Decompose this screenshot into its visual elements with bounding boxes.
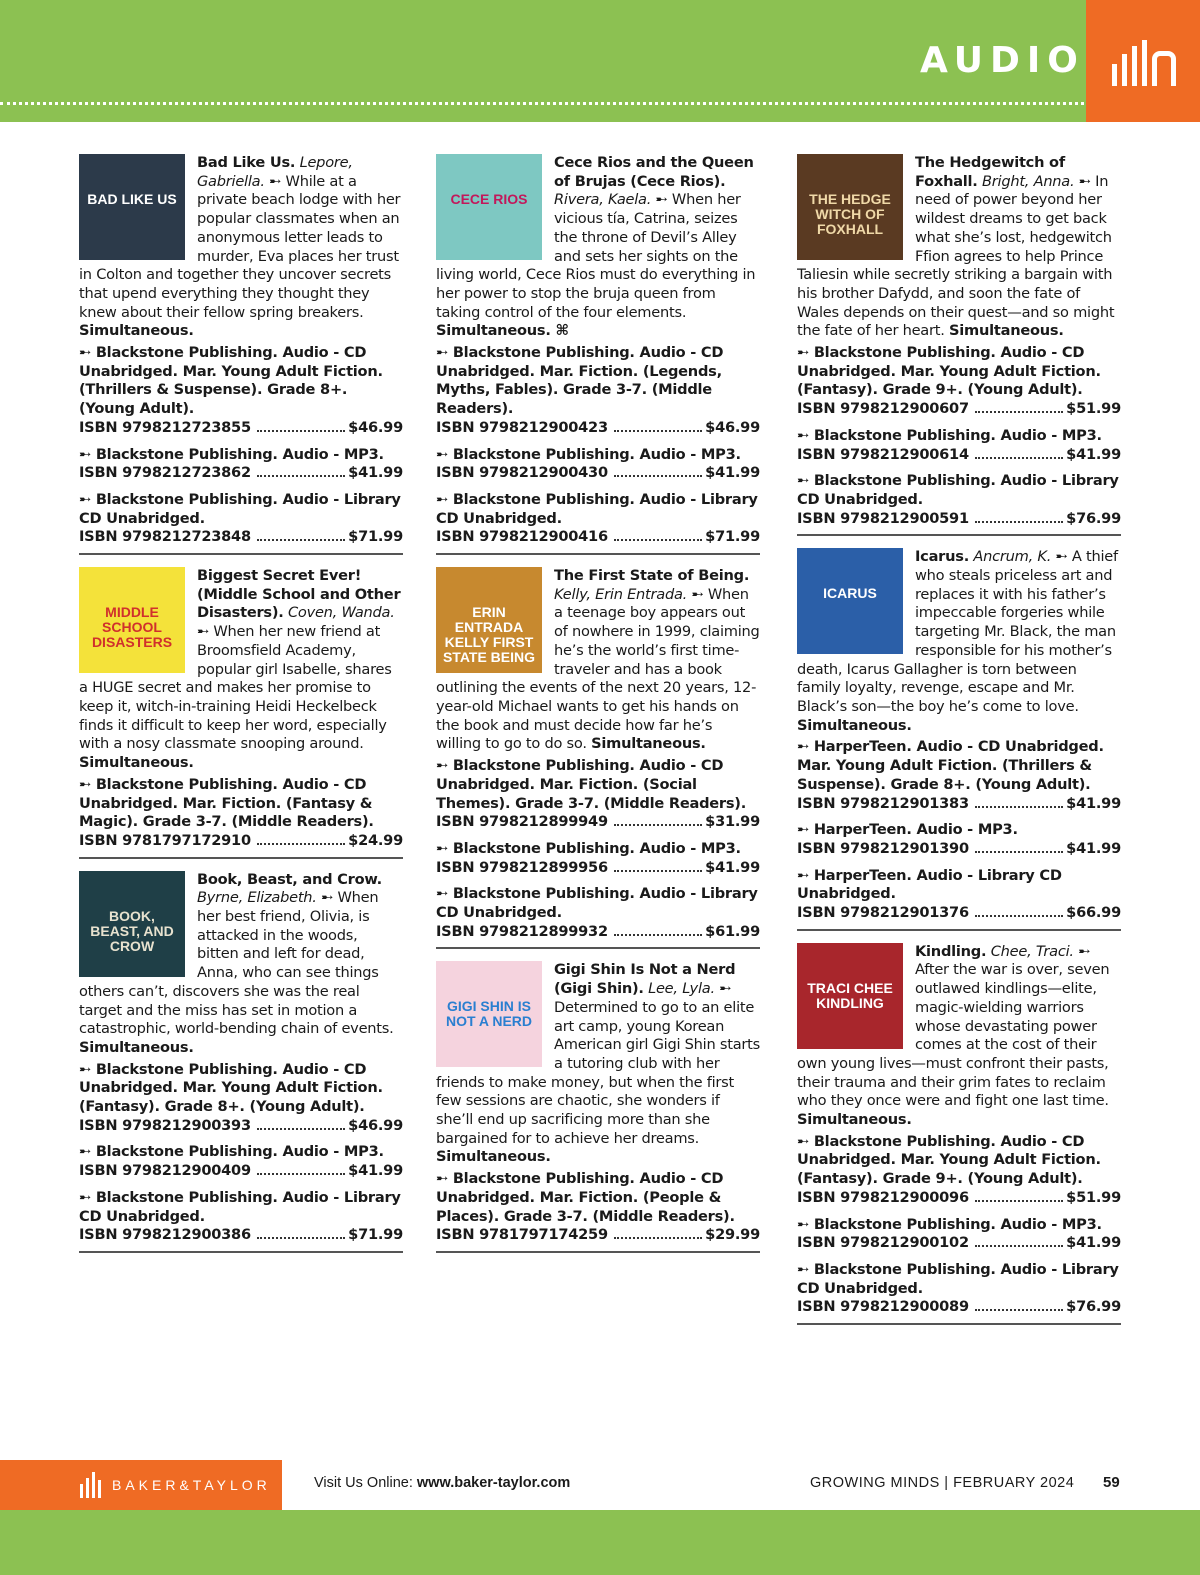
format-line: Blackstone Publishing. Audio - CD Unabridged. Mar. Young Adult Fiction. (Fantasy). Grade 8+. (Young Adult).	[79, 1060, 383, 1116]
dot-leader	[257, 843, 345, 845]
footer-band	[0, 1510, 1200, 1575]
book-cover	[79, 154, 185, 260]
price: $41.99	[705, 858, 760, 876]
book-entry	[436, 961, 760, 1253]
isbn-row	[436, 859, 760, 878]
book-cover	[79, 871, 185, 977]
book-author: Bright, Anna.	[982, 172, 1075, 190]
book-author: Lee, Lyla.	[648, 980, 715, 998]
book-title: The First State of Being.	[554, 567, 750, 585]
format-line: HarperTeen. Audio - CD Unabridged. Mar. Young Adult Fiction. (Thrillers & Suspense). Grade 8+. (Young Adult).	[797, 738, 1104, 793]
isbn: ISBN 9798212900416	[436, 528, 608, 546]
book-description: When her new friend at Broomsfield Academy, popular girl Isabelle, shares a HUGE secret and makes her promise to keep it, witch-in-training Heidi Heckelbeck finds it difficult to keep her word, especially with a nosy classmate snooping around.	[79, 623, 392, 753]
isbn: ISBN 9798212900393	[79, 1116, 251, 1134]
isbn-row	[436, 464, 760, 483]
isbn-row	[797, 446, 1121, 465]
book-author: Ancrum, K.	[973, 548, 1052, 566]
book-description-block: Gigi Shin Is Not a Nerd (Gigi Shin). Lee, Lyla. ➸ Determined to go to an elite art camp, young Korean American girl Gigi Shin starts a tutoring club with her friends to make money, but when the first few sessions are chaotic, she wonders if she’ll end up sacrificing more than she bargained for to achieve her dreams. Simultaneous.	[436, 961, 760, 1166]
price: $46.99	[348, 418, 403, 436]
book-title: Kindling.	[915, 942, 987, 960]
book-title: The Hedgewitch of Foxhall.	[915, 154, 1065, 190]
book-cover	[797, 548, 903, 654]
release-note: Simultaneous.	[797, 1111, 912, 1129]
dot-leader	[975, 521, 1063, 523]
isbn-row	[436, 528, 760, 547]
book-title: Icarus.	[915, 548, 969, 566]
format-block: ➸ Blackstone Publishing. Audio - Library CD Unabridged. ISBN 9798212900386 $71.99	[79, 1188, 403, 1244]
book-title: Bad Like Us.	[197, 154, 296, 171]
book-description-block: Book, Beast, and Crow. Byrne, Elizabeth. ➸ When her best friend, Olivia, is attacked in the woods, bitten and left for dead, Anna, who can see things others can’t, discovers she was the real target and the miss has set in motion a catastrophic, world-bending chain of events. Simultaneous.	[79, 870, 394, 1056]
release-note: Simultaneous.	[949, 322, 1064, 340]
format-block: ➸ Blackstone Publishing. Audio - CD Unabridged. Mar. Young Adult Fiction. (Thrillers & Suspense). Grade 8+. (Young Adult). ISBN 9798212723855 $46.99	[79, 344, 403, 436]
isbn: ISBN 9781797172910	[79, 831, 251, 849]
format-block: ➸ Blackstone Publishing. Audio - CD Unabridged. Mar. Fiction. (People & Places). Grade 3-7. (Middle Readers). ISBN 9781797174259 $29.99	[436, 1170, 760, 1244]
price: $41.99	[348, 1162, 403, 1180]
price: $66.99	[1066, 904, 1121, 922]
book-author: Byrne, Elizabeth.	[197, 889, 317, 907]
format-line: Blackstone Publishing. Audio - MP3.	[813, 426, 1102, 444]
release-note: Simultaneous.	[79, 322, 194, 340]
cover-title: BAD LIKE US	[87, 191, 177, 207]
dot-leader	[614, 824, 702, 826]
book-entry	[79, 154, 403, 555]
footer-visit-label: Visit Us Online:	[314, 1475, 413, 1491]
format-line: Blackstone Publishing. Audio - MP3.	[452, 839, 741, 857]
price: $71.99	[705, 528, 760, 546]
section-title: AUDIO	[920, 40, 1085, 81]
book-cover	[797, 154, 903, 260]
dot-leader	[257, 1237, 345, 1239]
book-cover	[797, 943, 903, 1049]
catalog-column-2	[436, 154, 760, 1265]
dot-leader	[614, 934, 702, 936]
price: $41.99	[348, 464, 403, 482]
book-author: Kelly, Erin Entrada.	[554, 585, 688, 603]
book-description-block: The Hedgewitch of Foxhall. Bright, Anna. ➸ In need of power beyond her wildest dreams to get back what she’s lost, hedgewitch Ffion agrees to help Prince Taliesin while secretly striking a bargain with his brother Dafydd, and soon the fate of Wales depends on their quest—and so might the fate of her heart. Simultaneous.	[797, 154, 1115, 340]
isbn: ISBN 9798212901390	[797, 839, 969, 857]
isbn: ISBN 9798212899956	[436, 858, 608, 876]
isbn: ISBN 9798212900386	[79, 1226, 251, 1244]
book-description-block: Bad Like Us. Lepore, Gabriella. ➸ While at a private beach lodge with her popular classmates when an anonymous letter leads to murder, Eva places her trust in Colton and together they uncover secrets that upend everything they thought they knew about their fellow spring breakers. Simultaneous.	[79, 154, 401, 340]
book-entry	[79, 567, 403, 859]
book-author: Coven, Wanda.	[287, 604, 395, 622]
book-description: In need of power beyond her wildest dreams to get back what she’s lost, hedgewitch Ffion agrees to help Prince Taliesin while secretly striking a bargain with his brother Dafydd, and soon the fate of Wales depends on their quest—and so might the fate of her heart.	[797, 172, 1115, 340]
isbn: ISBN 9798212900096	[797, 1188, 969, 1206]
release-note: Simultaneous.	[591, 735, 706, 753]
dot-leader	[257, 475, 345, 477]
isbn: ISBN 9798212900409	[79, 1162, 251, 1180]
cover-title: GIGI SHIN IS NOT A NERD	[445, 998, 533, 1030]
book-entry	[436, 154, 760, 555]
format-block: ➸ HarperTeen. Audio - CD Unabridged. Mar. Young Adult Fiction. (Thrillers & Suspense). Grade 8+. (Young Adult). ISBN 9798212901383 $41.99	[797, 738, 1121, 812]
book-entry	[797, 943, 1121, 1325]
price: $41.99	[1066, 839, 1121, 857]
isbn-row	[79, 832, 403, 851]
format-line: Blackstone Publishing. Audio - Library CD Unabridged.	[797, 472, 1119, 508]
catalog-column-1	[79, 154, 403, 1265]
format-block: ➸ Blackstone Publishing. Audio - Library CD Unabridged. ISBN 9798212723848 $71.99	[79, 490, 403, 546]
isbn-row	[797, 510, 1121, 529]
catalog-column-3	[797, 154, 1121, 1337]
format-block: ➸ HarperTeen. Audio - Library CD Unabridged. ISBN 9798212901376 $66.99	[797, 866, 1121, 922]
isbn: ISBN 9798212900430	[436, 464, 608, 482]
dot-leader	[975, 1309, 1063, 1311]
isbn-row	[79, 464, 403, 483]
isbn-row	[79, 419, 403, 438]
footer-logo	[0, 1460, 282, 1510]
book-title: Book, Beast, and Crow.	[197, 870, 382, 888]
dot-leader	[257, 539, 345, 541]
format-block: ➸ Blackstone Publishing. Audio - MP3. ISBN 9798212900614 $41.99	[797, 426, 1121, 463]
format-block: ➸ Blackstone Publishing. Audio - Library CD Unabridged. ISBN 9798212900591 $76.99	[797, 472, 1121, 527]
release-note: Simultaneous.	[436, 1148, 551, 1166]
cover-title: THE HEDGE WITCH OF FOXHALL	[809, 191, 891, 237]
book-author: Rivera, Kaela.	[554, 191, 652, 209]
format-line: Blackstone Publishing. Audio - CD Unabridged. Mar. Young Adult Fiction. (Fantasy). Grade 9+. (Young Adult).	[797, 344, 1101, 399]
isbn: ISBN 9798212900607	[797, 400, 969, 418]
isbn-row	[79, 1226, 403, 1245]
dot-leader	[614, 430, 702, 432]
book-description: When a teenage boy appears out of nowhere in 1999, claiming he’s the world’s first time-traveler and has a book outlining the events of the next 20 years, 12-year-old Michael wants to get his hands on the book and must decide how far he’s willing to go to do so.	[436, 585, 760, 753]
isbn: ISBN 9798212901376	[797, 904, 969, 922]
book-entry	[79, 871, 403, 1253]
release-note: Simultaneous. ⌘	[436, 322, 569, 340]
price: $41.99	[1066, 445, 1121, 463]
format-block: ➸ Blackstone Publishing. Audio - CD Unabridged. Mar. Young Adult Fiction. (Fantasy). Grade 9+. (Young Adult). ISBN 9798212900607 $51.99	[797, 344, 1121, 418]
format-block: ➸ Blackstone Publishing. Audio - MP3. ISBN 9798212900409 $41.99	[79, 1143, 403, 1180]
format-line: Blackstone Publishing. Audio - CD Unabridged. Mar. Fiction. (Social Themes). Grade 3-7. (Middle Readers).	[436, 757, 747, 812]
dot-leader	[614, 1237, 702, 1239]
dot-leader	[614, 475, 702, 477]
footer-url-link[interactable]: www.baker-taylor.com	[416, 1475, 571, 1491]
book-title: Gigi Shin Is Not a Nerd (Gigi Shin).	[554, 961, 736, 998]
cover-title: ERIN ENTRADA KELLY FIRST STATE BEING	[442, 604, 536, 666]
release-note: Simultaneous.	[79, 754, 194, 772]
format-line: Blackstone Publishing. Audio - MP3.	[452, 445, 741, 463]
isbn-row	[797, 1189, 1121, 1208]
book-author: Lepore, Gabriella.	[197, 154, 353, 190]
book-description: When her best friend, Olivia, is attacked in the woods, bitten and left for dead, Anna, who can see things others can’t, discovers she was the real target and the miss has set in motion a catastrophic, world-bending chain of events.	[79, 889, 394, 1038]
format-block: ➸ Blackstone Publishing. Audio - MP3. ISBN 9798212900430 $41.99	[436, 445, 760, 482]
book-description: While at a private beach lodge with her popular classmates when an anonymous letter leads to murder, Eva places her trust in Colton and together they uncover secrets that upend everything they thought they knew about their fellow spring breakers.	[79, 172, 401, 321]
book-cover	[436, 154, 542, 260]
format-block: ➸ Blackstone Publishing. Audio - CD Unabridged. Mar. Fiction. (Fantasy & Magic). Grade 3-7. (Middle Readers). ISBN 9781797172910 $24.99	[79, 775, 403, 849]
dot-leader	[257, 1128, 345, 1130]
book-cover	[436, 567, 542, 673]
price: $46.99	[348, 1116, 403, 1134]
dot-leader	[257, 430, 345, 432]
price: $41.99	[1066, 1234, 1121, 1252]
isbn: ISBN 9798212900423	[436, 418, 608, 436]
price: $41.99	[705, 464, 760, 482]
isbn: ISBN 9798212723855	[79, 418, 251, 436]
format-block: ➸ Blackstone Publishing. Audio - CD Unabridged. Mar. Young Adult Fiction. (Fantasy). Grade 9+. (Young Adult). ISBN 9798212900096 $51.99	[797, 1132, 1121, 1206]
cover-title: BOOK, BEAST, AND CROW	[90, 907, 174, 954]
isbn: ISBN 9798212900591	[797, 509, 969, 527]
release-note: Simultaneous.	[797, 716, 912, 734]
cover-title: CECE RIOS	[450, 191, 528, 207]
dot-leader	[975, 1200, 1063, 1202]
format-block: ➸ Blackstone Publishing. Audio - CD Unabridged. Mar. Young Adult Fiction. (Fantasy). Grade 8+. (Young Adult). ISBN 9798212900393 $46.99	[79, 1060, 403, 1134]
brand-mark-icon	[80, 1472, 102, 1498]
isbn-row	[79, 1117, 403, 1136]
book-description: After the war is over, seven outlawed kindlings—elite, magic-wielding warriors whose devastating power comes at the cost of their own young lives—must confront their pasts, their trauma and their grim fates to reclaim who they once were and fight one last time.	[797, 961, 1110, 1110]
book-description-block: Kindling. Chee, Traci. ➸ After the war is over, seven outlawed kindlings—elite, magic-wielding warriors whose devastating power comes at the cost of their own young lives—must confront their pasts, their trauma and their grim fates to reclaim who they once were and fight one last time. Simultaneous.	[797, 942, 1110, 1129]
format-block: ➸ Blackstone Publishing. Audio - CD Unabridged. Mar. Fiction. (Social Themes). Grade 3-7. (Middle Readers). ISBN 9798212899949 $31.99	[436, 757, 760, 831]
dot-leader	[614, 539, 702, 541]
isbn: ISBN 9798212900089	[797, 1298, 969, 1316]
book-entry	[436, 567, 760, 949]
price: $76.99	[1066, 1298, 1121, 1316]
book-description-block: Biggest Secret Ever! (Middle School and Other Disasters). Coven, Wanda. ➸ When her new friend at Broomsfield Academy, popular girl Isabelle, shares a HUGE secret and makes her promise to keep it, witch-in-training Heidi Heckelbeck finds it difficult to keep her word, especially with a nosy classmate snooping around. Simultaneous.	[79, 567, 401, 772]
book-description-block: Cece Rios and the Queen of Brujas (Cece Rios). Rivera, Kaela. ➸ When her vicious tía, Catrina, seizes the throne of Devil’s Alley and sets her sights on the living world, Cece Rios must do everything in her power to stop the bruja queen from taking control of the four elements. Simultaneous. ⌘	[436, 154, 756, 340]
page-number: 59	[1103, 1474, 1120, 1491]
format-line: Blackstone Publishing. Audio - Library CD Unabridged.	[436, 490, 758, 527]
isbn-row	[436, 813, 760, 832]
isbn-row	[79, 1162, 403, 1181]
isbn-row	[79, 528, 403, 547]
isbn-row	[436, 419, 760, 438]
format-line: Blackstone Publishing. Audio - Library CD Unabridged.	[79, 1188, 401, 1225]
price: $41.99	[1066, 794, 1121, 812]
dot-leader	[975, 1245, 1063, 1247]
format-block: ➸ Blackstone Publishing. Audio - MP3. ISBN 9798212900102 $41.99	[797, 1215, 1121, 1252]
format-line: HarperTeen. Audio - MP3.	[813, 821, 1018, 839]
footer-visit	[314, 1475, 570, 1491]
isbn: ISBN 9798212899932	[436, 922, 608, 940]
footer-brand: BAKER&TAYLOR	[112, 1477, 271, 1493]
format-block: ➸ Blackstone Publishing. Audio - MP3. ISBN 9798212723862 $41.99	[79, 445, 403, 482]
book-description-block: The First State of Being. Kelly, Erin Entrada. ➸ When a teenage boy appears out of nowhere in 1999, claiming he’s the world’s first time-traveler and has a book outlining the events of the next 20 years, 12-year-old Michael wants to get his hands on the book and must decide how far he’s willing to go to do so. Simultaneous.	[436, 567, 760, 753]
book-description: Determined to go to an elite art camp, young Korean American girl Gigi Shin starts a tutoring club with her friends to make money, but when the first few sessions are chaotic, she wonders if she’ll end up sacrificing more than she bargained for to achieve her dreams.	[436, 998, 760, 1147]
isbn-row	[797, 795, 1121, 814]
format-line: HarperTeen. Audio - Library CD Unabridged.	[797, 866, 1062, 903]
footer-issue: GROWING MINDS | FEBRUARY 2024	[810, 1475, 1075, 1491]
format-block: ➸ HarperTeen. Audio - MP3. ISBN 9798212901390 $41.99	[797, 821, 1121, 857]
isbn: ISBN 9798212900102	[797, 1234, 969, 1252]
format-line: Blackstone Publishing. Audio - MP3.	[813, 1215, 1102, 1233]
format-line: Blackstone Publishing. Audio - CD Unabridged. Mar. Fiction. (People & Places). Grade 3-7. (Middle Readers).	[436, 1170, 735, 1225]
isbn: ISBN 9798212723848	[79, 528, 251, 546]
format-line: Blackstone Publishing. Audio - MP3.	[95, 445, 384, 463]
release-note: Simultaneous.	[79, 1038, 194, 1056]
price: $24.99	[348, 831, 403, 849]
price: $61.99	[705, 922, 760, 940]
isbn-row	[797, 1298, 1121, 1317]
cover-title: ICARUS	[823, 585, 877, 602]
isbn: ISBN 9798212901383	[797, 794, 969, 812]
book-description: When her vicious tía, Catrina, seizes the throne of Devil’s Alley and sets her sights on the living world, Cece Rios must do everything in her power to stop the bruja queen from taking control of the four elements.	[436, 191, 756, 321]
isbn-row	[797, 840, 1121, 859]
isbn-row	[797, 400, 1121, 419]
price: $31.99	[705, 813, 760, 831]
book-cover	[79, 567, 185, 673]
format-line: Blackstone Publishing. Audio - CD Unabridged. Mar. Young Adult Fiction. (Fantasy). Grade 9+. (Young Adult).	[797, 1132, 1101, 1188]
isbn-row	[436, 923, 760, 942]
price: $29.99	[705, 1226, 760, 1244]
price: $76.99	[1066, 509, 1121, 527]
book-author: Chee, Traci.	[990, 942, 1074, 960]
price: $71.99	[348, 1226, 403, 1244]
header-dotted-rule	[0, 102, 1090, 105]
dot-leader	[975, 915, 1063, 917]
format-line: Blackstone Publishing. Audio - MP3.	[95, 1143, 384, 1161]
book-cover	[436, 961, 542, 1067]
book-description-block: Icarus. Ancrum, K. ➸ A thief who steals priceless art and replaces it with his father’s impeccable forgeries while targeting Mr. Black, the man responsible for his mother’s death, Icarus Gallagher is torn between family loyalty, revenge, escape and Mr. Black’s son—the boy he’s come to love. Simultaneous.	[797, 548, 1118, 734]
isbn: ISBN 9781797174259	[436, 1226, 608, 1244]
price: $71.99	[348, 528, 403, 546]
format-block: ➸ Blackstone Publishing. Audio - CD Unabridged. Mar. Fiction. (Legends, Myths, Fables). Grade 3-7. (Middle Readers). ISBN 9798212900423 $46.99	[436, 344, 760, 436]
dot-leader	[975, 457, 1063, 459]
brand-logo-icon	[1086, 0, 1200, 122]
format-line: Blackstone Publishing. Audio - Library CD Unabridged.	[797, 1260, 1119, 1297]
format-block: ➸ Blackstone Publishing. Audio - Library CD Unabridged. ISBN 9798212900416 $71.99	[436, 490, 760, 546]
price: $51.99	[1066, 400, 1121, 418]
isbn: ISBN 9798212900614	[797, 445, 969, 463]
format-block: ➸ Blackstone Publishing. Audio - MP3. ISBN 9798212899956 $41.99	[436, 839, 760, 876]
book-description: A thief who steals priceless art and replaces it with his father’s impeccable forgeries while targeting Mr. Black, the man responsible for his mother’s death, Icarus Gallagher is torn between family loyalty, revenge, escape and Mr. Black’s son—the boy he’s come to love.	[797, 548, 1118, 715]
format-line: Blackstone Publishing. Audio - Library CD Unabridged.	[436, 885, 758, 922]
cover-title: MIDDLE SCHOOL DISASTERS	[91, 604, 173, 651]
dot-leader	[975, 411, 1063, 413]
format-line: Blackstone Publishing. Audio - CD Unabridged. Mar. Young Adult Fiction. (Thrillers & Suspense). Grade 8+. (Young Adult).	[79, 344, 383, 418]
dot-leader	[257, 1173, 345, 1175]
isbn-row	[436, 1226, 760, 1245]
dot-leader	[975, 806, 1063, 808]
price: $46.99	[705, 418, 760, 436]
format-block: ➸ Blackstone Publishing. Audio - Library CD Unabridged. ISBN 9798212899932 $61.99	[436, 885, 760, 940]
isbn-row	[797, 1234, 1121, 1253]
format-line: Blackstone Publishing. Audio - CD Unabridged. Mar. Fiction. (Fantasy & Magic). Grade 3-7. (Middle Readers).	[79, 775, 374, 831]
book-title: Cece Rios and the Queen of Brujas (Cece Rios).	[554, 154, 754, 190]
isbn: ISBN 9798212723862	[79, 464, 251, 482]
cover-title: TRACI CHEE KINDLING	[807, 979, 893, 1011]
price: $51.99	[1066, 1188, 1121, 1206]
format-line: Blackstone Publishing. Audio - CD Unabridged. Mar. Fiction. (Legends, Myths, Fables). Grade 3-7. (Middle Readers).	[436, 344, 724, 418]
dot-leader	[614, 870, 702, 872]
isbn-row	[797, 904, 1121, 923]
book-entry	[797, 154, 1121, 536]
book-title: Biggest Secret Ever! (Middle School and Other Disasters).	[197, 567, 401, 622]
format-block: ➸ Blackstone Publishing. Audio - Library CD Unabridged. ISBN 9798212900089 $76.99	[797, 1260, 1121, 1316]
dot-leader	[975, 851, 1063, 853]
isbn: ISBN 9798212899949	[436, 813, 608, 831]
book-entry	[797, 548, 1121, 930]
format-line: Blackstone Publishing. Audio - Library CD Unabridged.	[79, 490, 401, 527]
